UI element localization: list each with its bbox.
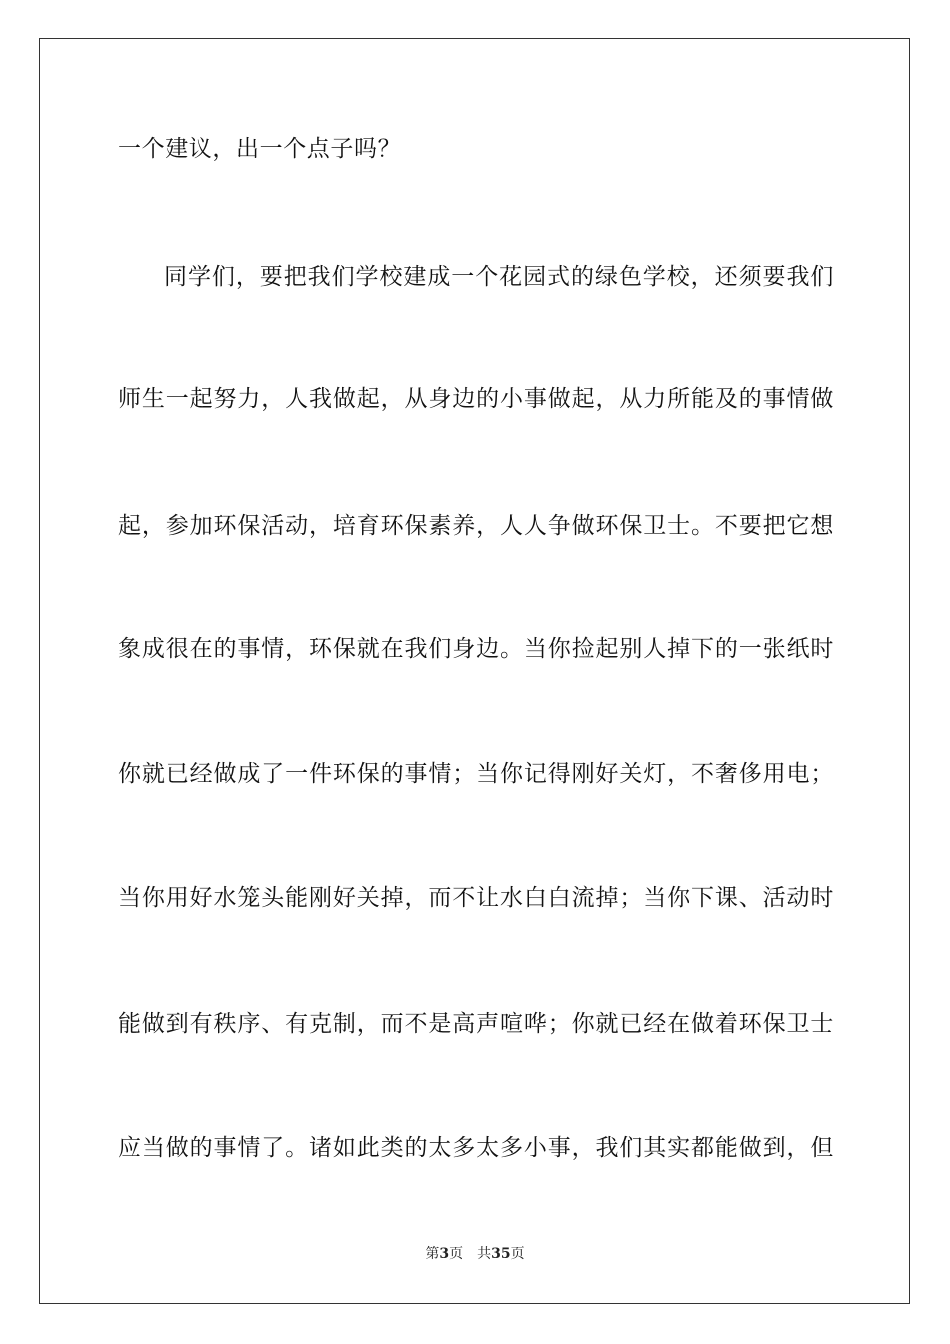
footer-page-prefix: 第 (425, 1246, 440, 1262)
body-line-2: 同学们，要把我们学校建成一个花园式的绿色学校，还须要我们 (164, 264, 834, 290)
body-line-4: 起，参加环保活动，培育环保素养，人人争做环保卫士。不要把它想 (118, 513, 834, 539)
footer-total-suffix: 页 (510, 1246, 525, 1262)
body-line-8: 能做到有秩序、有克制，而不是高声喧哗；你就已经在做着环保卫士 (118, 1011, 834, 1037)
page-border (39, 38, 910, 1304)
footer-page-number: 3 (439, 1246, 450, 1262)
page-footer (0, 1245, 950, 1263)
footer-page-suffix: 页 (449, 1246, 464, 1262)
body-line-3: 师生一起努力，人我做起，从身边的小事做起，从力所能及的事情做 (118, 386, 834, 412)
body-line-7: 当你用好水笼头能刚好关掉，而不让水白白流掉；当你下课、活动时 (118, 885, 834, 911)
body-line-9: 应当做的事情了。诸如此类的太多太多小事，我们其实都能做到，但 (118, 1135, 834, 1161)
footer-total-prefix: 共 (477, 1246, 492, 1262)
body-line-1: 一个建议，出一个点子吗？ (118, 136, 402, 162)
body-line-6: 你就已经做成了一件环保的事情；当你记得刚好关灯，不奢侈用电； (118, 761, 834, 787)
body-line-5: 象成很在的事情，环保就在我们身边。当你捡起别人掉下的一张纸时 (118, 636, 834, 662)
footer-total-pages: 35 (491, 1246, 511, 1262)
